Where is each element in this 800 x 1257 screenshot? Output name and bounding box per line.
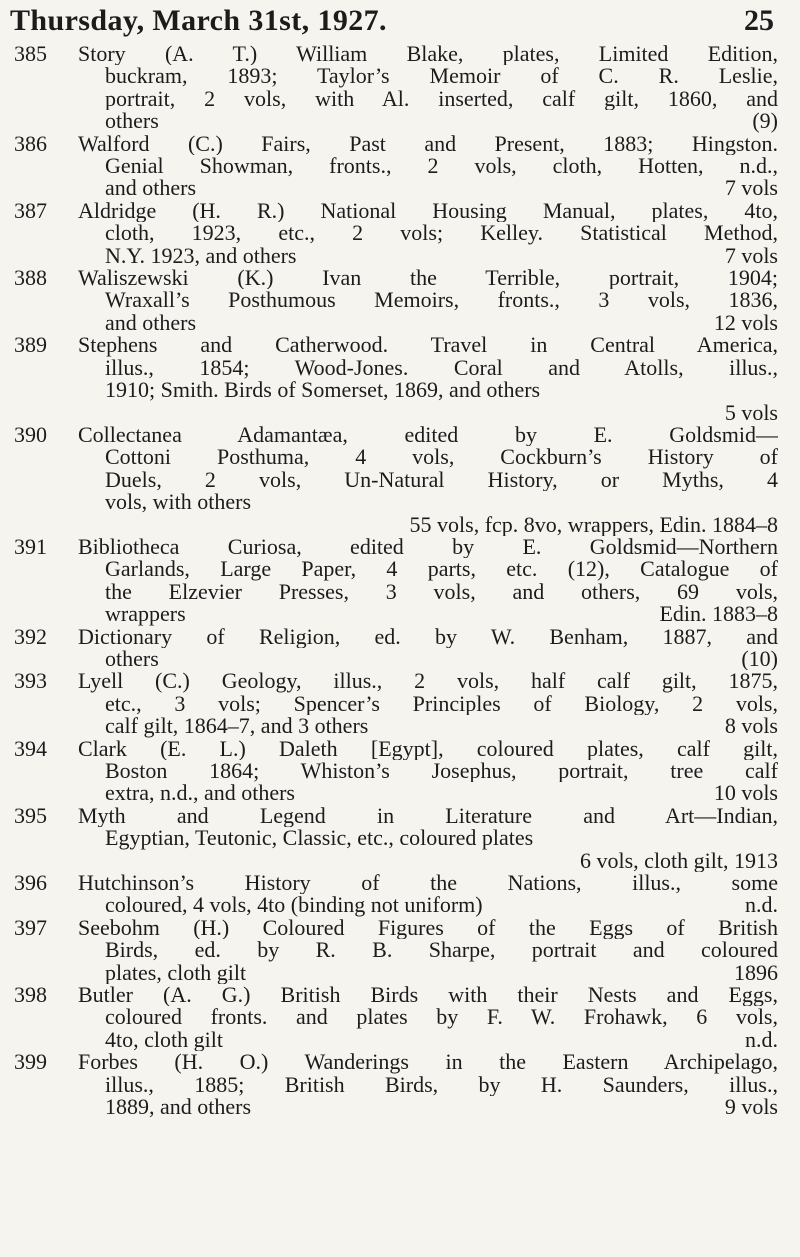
lot-description: [78, 805, 778, 872]
lot-number: 390: [14, 421, 47, 447]
sale-date: Thursday, March 31st, 1927.: [10, 4, 387, 37]
lot-line: Genial Showman, fronts., 2 vols, cloth, Hotten, n.d.,: [105, 155, 778, 178]
lot-description: [78, 872, 778, 917]
lot-line-text: calf gilt, 1864–7, and 3 others: [105, 715, 369, 738]
lot-line-text: others: [105, 647, 159, 671]
lot-line: Egyptian, Teutonic, Classic, etc., coloured plates: [105, 827, 534, 850]
lot-quantity: 55 vols, fcp. 8vo, wrappers, Edin. 1884–8: [409, 513, 778, 536]
lot-quantity: 7 vols: [724, 244, 778, 268]
lot-line: Birds, ed. by R. B. Sharpe, portrait and coloured: [105, 939, 778, 962]
lot-line: [78, 715, 778, 737]
lot-line: [78, 1029, 778, 1051]
lot-number: 386: [14, 130, 47, 156]
lot-line: etc., 3 vols; Spencer’s Principles of Biology, 2 vols,: [105, 692, 778, 716]
lot-line: [78, 110, 778, 132]
lot-number: 391: [14, 533, 47, 559]
lot-line: cloth, 1923, etc., 2 vols; Kelley. Statistical Method,: [105, 222, 778, 245]
page-number: 25: [744, 4, 774, 37]
lot-line: Wraxall’s Posthumous Memoirs, fronts., 3 vols, 1836,: [105, 289, 778, 312]
lot-list: [0, 43, 800, 1119]
lot-line: [78, 603, 778, 625]
lot-quantity: 10 vols: [713, 782, 778, 805]
lot-line: Myth and Legend in Literature and Art—Indian,: [78, 804, 778, 828]
lot-line: Hutchinson’s History of the Nations, illus., some: [78, 872, 778, 895]
lot-line: Story (A. T.) William Blake, plates, Limited Edition,: [78, 43, 778, 66]
lot-number: 385: [14, 41, 47, 66]
lot-line: buckram, 1893; Taylor’s Memoir of C. R. Leslie,: [105, 65, 778, 88]
lot-line: the Elzevier Presses, 3 vols, and others, 69 vols,: [105, 580, 778, 604]
lot-line: Butler (A. G.) British Birds with their Nests and Eggs,: [78, 984, 778, 1007]
lot-entry: [0, 334, 800, 424]
lot-line: [78, 648, 778, 670]
lot-line: portrait, 2 vols, with Al. inserted, calf gilt, 1860, and: [105, 87, 778, 111]
lot-number: 398: [14, 982, 47, 1008]
lot-line-text: and others: [105, 177, 197, 200]
lot-line: Stephens and Catherwood. Travel in Central America,: [78, 334, 778, 357]
lot-quantity: 1896: [734, 961, 778, 985]
lot-number: 388: [14, 265, 47, 291]
lot-quantity: n.d.: [745, 894, 778, 917]
lot-line: Duels, 2 vols, Un-Natural History, or Myths, 4: [105, 468, 778, 492]
lot-line: [78, 1096, 778, 1118]
lot-quantity: n.d.: [745, 1028, 778, 1052]
lot-description: [78, 670, 778, 737]
lot-description: [78, 424, 778, 536]
lot-line-text: extra, n.d., and others: [105, 782, 295, 805]
lot-entry: [0, 735, 800, 805]
lot-number: 395: [14, 802, 47, 828]
lot-line-text: coloured, 4 vols, 4to (binding not uniform): [105, 894, 483, 917]
lot-description: [78, 267, 778, 334]
lot-line-text: wrappers: [105, 603, 186, 626]
lot-entry: [0, 130, 800, 200]
lot-quantity: (10): [741, 647, 778, 671]
lot-line: vols, with others: [105, 491, 252, 514]
lot-entry: [0, 533, 800, 626]
lot-quantity: Edin. 1883–8: [659, 603, 778, 626]
lot-entry: [0, 914, 800, 985]
lot-line: Seebohm (H.) Coloured Figures of the Eggs of British: [78, 916, 778, 940]
lot-line: Garlands, Large Paper, 4 parts, etc. (12), Catalogue of: [105, 558, 778, 581]
lot-line: illus., 1854; Wood-Jones. Coral and Atolls, illus.,: [105, 356, 778, 380]
lot-description: [78, 536, 778, 626]
lot-description: [78, 984, 778, 1051]
lot-line: 1910; Smith. Birds of Somerset, 1869, and others: [105, 379, 541, 402]
lot-number: 387: [14, 197, 47, 223]
lot-quantity: 6 vols, cloth gilt, 1913: [580, 849, 778, 873]
lot-entry: [0, 197, 800, 268]
lot-line: Collectanea Adamantæa, edited by E. Goldsmid—: [78, 423, 778, 447]
lot-line: illus., 1885; British Birds, by H. Saunders, illus.,: [105, 1073, 778, 1097]
lot-quantity: 5 vols: [724, 401, 778, 424]
lot-line: Waliszewski (K.) Ivan the Terrible, portrait, 1904;: [78, 267, 778, 290]
lot-line-text: 1889, and others: [105, 1096, 252, 1119]
lot-line: Cottoni Posthuma, 4 vols, Cockburn’s History of: [105, 446, 778, 469]
lot-number: 389: [14, 332, 47, 358]
lot-quantity: 9 vols: [724, 1096, 778, 1119]
lot-line-text: N.Y. 1923, and others: [105, 244, 297, 268]
lot-line: [78, 782, 778, 804]
lot-line: Forbes (H. O.) Wanderings in the Eastern Archipelago,: [78, 1051, 778, 1074]
lot-description: [78, 43, 778, 133]
lot-number: 393: [14, 668, 47, 694]
lot-entry: [0, 670, 800, 737]
lot-description: [78, 738, 778, 805]
lot-line: Dictionary of Religion, ed. by W. Benham, 1887, and: [78, 625, 778, 648]
lot-entry: [0, 267, 800, 334]
lot-line: [78, 894, 778, 916]
lot-line: Clark (E. L.) Daleth [Egypt], coloured plates, calf gilt,: [78, 737, 778, 760]
lot-entry: [0, 43, 800, 133]
lot-line: [78, 962, 778, 984]
lot-description: [78, 133, 778, 200]
lot-description: [78, 200, 778, 267]
lot-line-text: and others: [105, 311, 197, 335]
page-header: [10, 4, 780, 44]
lot-line-text: 4to, cloth gilt: [105, 1028, 223, 1052]
lot-number: 397: [14, 914, 47, 940]
lot-entry: [0, 421, 800, 536]
lot-line: Boston 1864; Whiston’s Josephus, portrait, tree calf: [105, 760, 778, 783]
lot-description: [78, 334, 778, 424]
lot-line: [78, 177, 778, 199]
lot-line: Aldridge (H. R.) National Housing Manual, plates, 4to,: [78, 199, 778, 223]
lot-line: Walford (C.) Fairs, Past and Present, 1883; Hingston.: [78, 132, 778, 156]
lot-line: [78, 245, 778, 267]
lot-entry: [0, 872, 800, 917]
lot-quantity: 8 vols: [724, 715, 778, 738]
lot-entry: [0, 802, 800, 873]
lot-quantity: 7 vols: [724, 177, 778, 200]
lot-description: [78, 917, 778, 984]
lot-line: coloured fronts. and plates by F. W. Frohawk, 6 vols,: [105, 1006, 778, 1029]
lot-line-text: plates, cloth gilt: [105, 961, 247, 985]
lot-description: [78, 1051, 778, 1118]
lot-line-text: others: [105, 110, 159, 133]
lot-entry: [0, 1051, 800, 1118]
lot-line: Bibliotheca Curiosa, edited by E. Goldsmid—Northern: [78, 535, 778, 559]
lot-number: 394: [14, 735, 47, 761]
lot-number: 392: [14, 623, 47, 649]
lot-number: 396: [14, 870, 47, 896]
lot-quantity: 12 vols: [713, 311, 778, 335]
lot-entry: [0, 984, 800, 1051]
lot-quantity: (9): [752, 110, 778, 133]
lot-description: [78, 626, 778, 671]
lot-entry: [0, 623, 800, 671]
lot-line: [78, 312, 778, 334]
lot-line: Lyell (C.) Geology, illus., 2 vols, half calf gilt, 1875,: [78, 670, 778, 693]
lot-number: 399: [14, 1049, 47, 1075]
